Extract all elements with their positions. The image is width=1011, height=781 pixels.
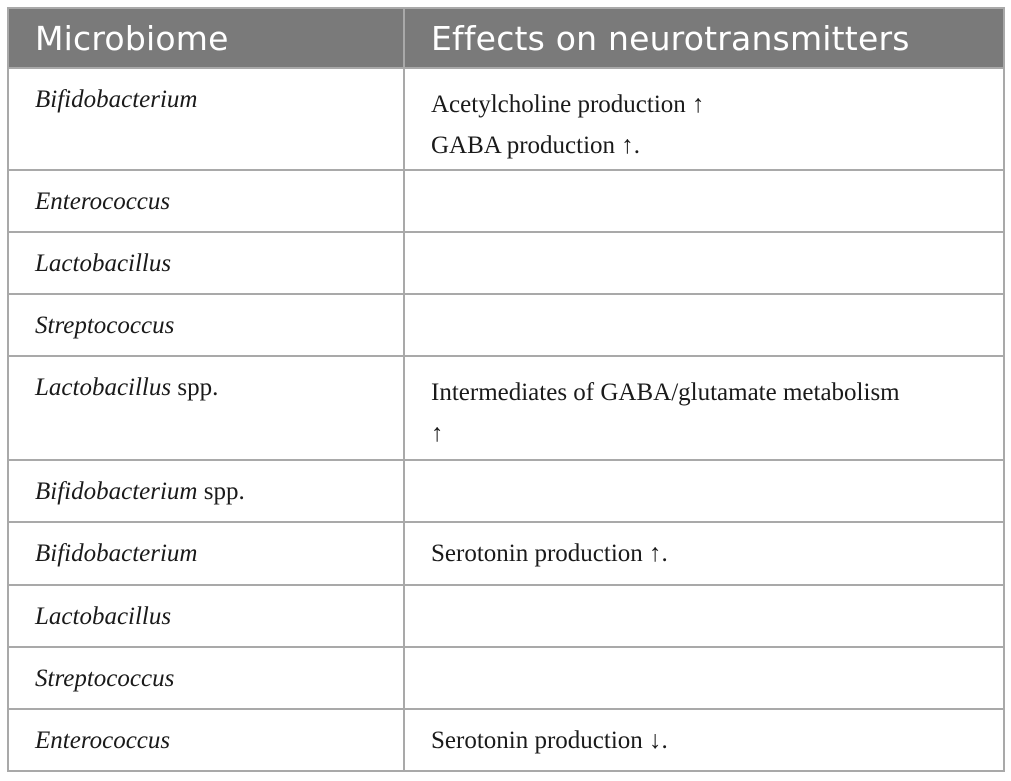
table-body	[8, 68, 1004, 771]
effect-cell	[404, 709, 1004, 771]
header-microbiome: Microbiome	[8, 8, 404, 68]
microbe-cell	[8, 294, 404, 356]
effect-line: Acetylcholine production ↑	[431, 91, 705, 118]
table-row	[8, 68, 1004, 170]
table-row	[8, 585, 1004, 647]
neurotransmitter-table-container	[7, 7, 1003, 772]
effect-cell	[404, 170, 1004, 232]
effect-cell	[404, 522, 1004, 585]
microbe-name: Bifidobacterium	[35, 86, 198, 113]
table-header	[8, 8, 1004, 68]
table-row	[8, 232, 1004, 294]
microbe-cell	[8, 232, 404, 294]
table-row	[8, 460, 1004, 522]
microbe-name: Lactobacillus	[35, 603, 172, 630]
effect-line: Serotonin production ↓.	[431, 727, 668, 754]
microbe-cell	[8, 356, 404, 460]
table-row	[8, 709, 1004, 771]
microbe-cell	[8, 709, 404, 771]
microbe-name: Streptococcus	[35, 312, 175, 339]
effect-cell	[404, 294, 1004, 356]
effect-line: GABA production ↑.	[431, 132, 641, 159]
effect-cell	[404, 460, 1004, 522]
microbe-name: Enterococcus	[35, 188, 171, 215]
microbe-name: Lactobacillus	[35, 374, 172, 401]
microbe-name: Streptococcus	[35, 665, 175, 692]
table-row	[8, 356, 1004, 460]
header-row	[8, 8, 1004, 68]
effect-cell	[404, 647, 1004, 709]
microbe-name: Bifidobacterium	[35, 478, 198, 505]
table-row	[8, 170, 1004, 232]
effect-cell	[404, 232, 1004, 294]
effect-line: ↑	[431, 420, 444, 447]
effect-cell	[404, 585, 1004, 647]
effect-cell	[404, 356, 1004, 460]
microbe-suffix: spp.	[197, 478, 245, 505]
microbe-cell	[8, 68, 404, 170]
microbe-suffix: spp.	[171, 374, 219, 401]
microbe-cell	[8, 522, 404, 585]
effect-cell	[404, 68, 1004, 170]
table-row	[8, 294, 1004, 356]
header-effects: Effects on neurotransmitters	[404, 8, 1004, 68]
microbe-cell	[8, 460, 404, 522]
microbe-cell	[8, 170, 404, 232]
effect-line: Intermediates of GABA/glutamate metabolism	[431, 379, 900, 406]
microbiome-neurotransmitter-table	[7, 7, 1005, 772]
effect-line: Serotonin production ↑.	[431, 540, 668, 567]
microbe-cell	[8, 647, 404, 709]
microbe-cell	[8, 585, 404, 647]
table-row	[8, 522, 1004, 585]
microbe-name: Lactobacillus	[35, 250, 172, 277]
microbe-name: Enterococcus	[35, 727, 171, 754]
microbe-name: Bifidobacterium	[35, 540, 198, 567]
table-row	[8, 647, 1004, 709]
